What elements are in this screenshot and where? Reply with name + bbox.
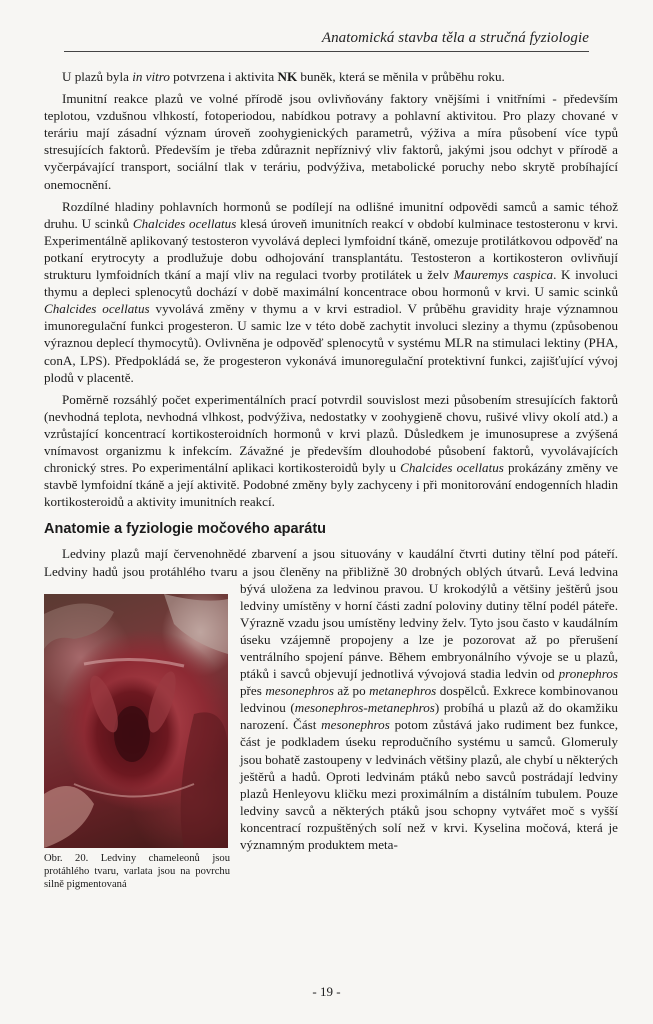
term-in-vitro: in vitro <box>132 69 170 84</box>
term-kidney-stage: mesonephros <box>321 717 390 733</box>
header-rule <box>64 51 589 52</box>
species-name: Chalcides ocellatus <box>132 215 237 231</box>
species-name: Mauremys caspica <box>453 267 554 283</box>
paragraph-nk-cells: U plazů byla in vitro potvrzena i aktivita NK buněk, která se měnila v průběhu roku. <box>62 69 505 84</box>
paragraph-kidneys-intro: Ledviny plazů mají červenohnědé zbarvení a jsou situovány v kaudální čtvrti dutiny tělní pod páteří. Ledviny hadů jsou protáhlého tvaru a jsou členěny na přibližně 30 drobných oblých útva Obr. 20. Ledviny chameleonů jsou protáhlého tvaru, varlata jsou na povrchu silně pigmentovaná rů. Levá ledvina bývá uložena za ledvinou pravou. U krokodýlů a většiny ještěrů jsou ledviny umístěny v horní části zadní poloviny dutiny tělní podél páteře. Výrazně vzadu jsou umístěny ledviny želv. Tyto jsou často v kaudálním úseku vzájemně propojeny a lze je pozorovat až po přerušení ventrálního spojení pánve. Během embryonálního vývoje se u plazů, ptáků i savců objevují jednotlivá vývojová stadia ledvin od pronephros přes mesonephros až po metanephros dospělců. Exkrece kombinovanou ledvinou (mesonephros-metanephros) probíhá u plazů až do okamžiku narození. Část mesonephros potom zůstává jako rudiment bez funkce, část je podkladem úseku reprodučního systému u samců. Glomeruly jsou bohatě zastoupeny v ledvinách většiny plazů, ale chybí u některých ještěrů a hadů. Oproti ledvinám ptáků nebo savců postrádají ledviny plazů Henleyovu kličku mezi proximálním a distálním tubulem. Pouze ledviny savců a některých ptáků jsou schopny vytvářet moč s vyšší koncentrací rozpuštěných solí než v krvi. Kyselina močová, která je významným produktem meta- <box>44 546 619 891</box>
species-name: Chalcides ocellatus <box>44 301 150 317</box>
term-nk: NK <box>277 69 298 84</box>
figure-caption: Obr. 20. Ledviny chameleonů jsou protáhlého tvaru, varlata jsou na povrchu silně pigmentovaná <box>44 852 230 891</box>
page-number: - 19 - <box>312 984 341 999</box>
term-kidney-stage: pronephros <box>558 666 618 682</box>
figure-chameleon-kidneys <box>44 580 230 892</box>
term-kidney-stage: mesonephros-metanephros <box>294 700 435 716</box>
paragraph-sex-hormones: Rozdílné hladiny pohlavních hormonů se podílejí na odlišné imunitní odpovědi samců a samic téhož druhu. U scinků Chalcides ocellatus klesá úroveň imunitních reakcí v období kulminace testosteronu v krvi. Experimentálně aplikovaný testosteron vyvolává depleci lymfoidní tkáně, omezuje protilátkovou odpověď na potkaní erytrocyty a prodlužuje dobu odhojování transplantátu. Testosteron a kortikosteron ovlivňují strukturu lymfoidních tkání a mají vliv na regulaci tvorby protilátek u želv Mauremys caspica. K involuci thymu a depleci splenocytů dochází v době maximální koncentrace obou hormonů v krvi. U samic scinků Chalcides ocellatus vyvolává změny v thymu a v krvi estradiol. V průběhu gravidity hraje významnou imunoregulační funkci progesteron. U samic lze v této době zachytit involuci sleziny a thymu (způsobenou výraznou deplecí thymocytů). Ovlivněna je odpověď splenocytů v systému MLR na stimulaci lektiny (PHA, conA, LPS). Předpokládá se, že progesteron vykonává imunoregulační protektivní funkci, zajišťující vývoj plodů v placentě. <box>44 198 618 385</box>
species-name: Chalcides ocellatus <box>400 460 504 476</box>
paragraph-immune-factors: Imunitní reakce plazů ve volné přírodě jsou ovlivňovány faktory vnějšími i vnitřními - především teplotou, vzdušnou vlhkostí, fotoperiodou, nabídkou potravy a pohlavní aktivitou. Pro plazy chované v teráriu mají zásadní význam úroveň zoohygienických parametrů, výživa a míra působení více typů stresujících faktorů. Především je třeba zdůraznit nepříznivý vliv faktorů, jakými jsou odchyt v přírodě a vyčerpávající transport, sociální tlak v teráriu, podvýživa, metabolické poruchy nebo skrytě probíhající onemocnění. <box>44 91 618 192</box>
running-header: Anatomická stavba těla a stručná fyziologie <box>321 30 589 46</box>
term-kidney-stage: mesonephros <box>265 683 334 699</box>
paragraph-stress-factors: Poměrně rozsáhlý počet experimentálních prací potvrdil souvislost mezi působením stresujících faktorů (nevhodná teplota, nevhodná vlhkost, podvýživa, nedostatky v zoohygieně chovu, rušivé vlivy okolí atd.) a vzrůstající koncentrací kortikosteroidních hormonů v krvi plazů. Důsledkem je imunosuprese a zvýšená vnímavost organizmu k infekcím. Závažné je především dlouhodobé působení faktorů, vyvolávajících chronický stres. Po experimentální aplikaci kortikosteroidů byly u Chalcides ocellatus prokázány změny ve stavbě lymfoidní tkáně a její aktivitě. Podobné změny byly zachyceny i při monitorování endogenních hladin kortikosteroidů a aktivity imunitních reakcí. <box>44 391 618 510</box>
body-text <box>44 68 618 892</box>
term-kidney-stage: metanephros <box>369 683 437 699</box>
chameleon-kidneys-photo <box>44 594 228 848</box>
section-heading: Anatomie a fyziologie močového aparátu <box>44 521 326 538</box>
